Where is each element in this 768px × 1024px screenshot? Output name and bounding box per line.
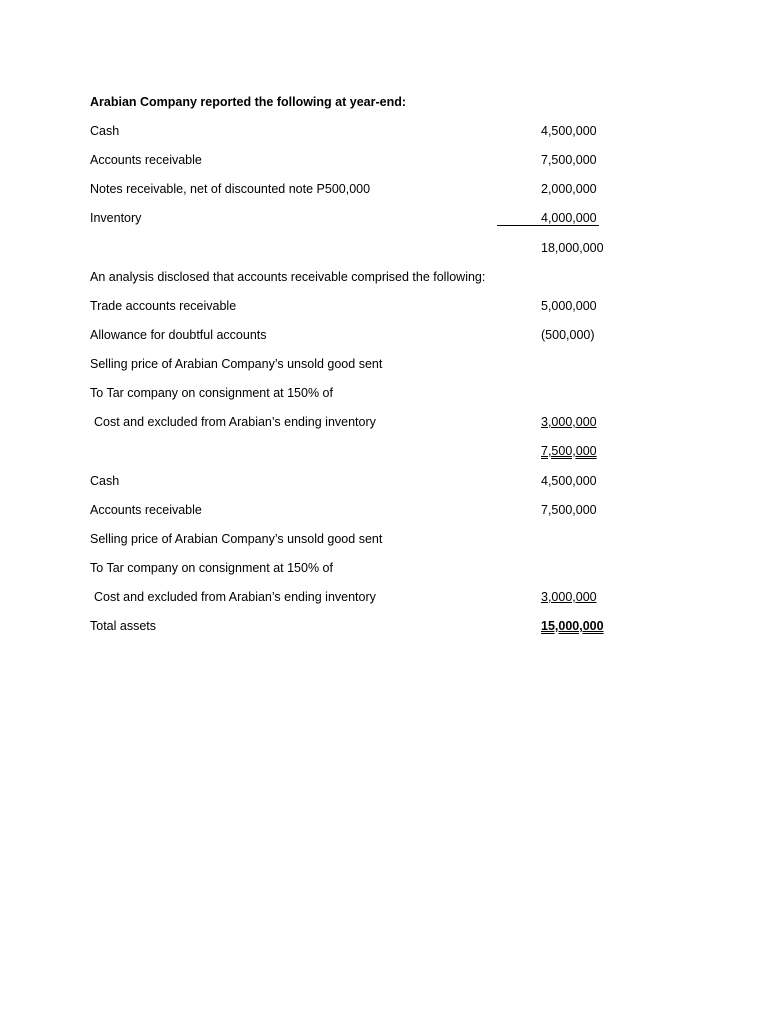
section3-amount-consign: 3,000,000 bbox=[541, 590, 597, 604]
section3-total-label: Total assets bbox=[90, 619, 157, 633]
section2-amount-consign: 3,000,000 bbox=[541, 415, 597, 429]
section2-heading: An analysis disclosed that accounts receivable comprised the following: bbox=[90, 270, 486, 284]
section1-amount-cash: 4,500,000 bbox=[541, 124, 597, 138]
section3-label-consign-1: Selling price of Arabian Company’s unsold good sent bbox=[90, 532, 383, 546]
section1-label-inventory: Inventory bbox=[90, 211, 142, 225]
section3-total: 15,000,000 bbox=[541, 619, 604, 633]
section3-amount-cash: 4,500,000 bbox=[541, 474, 597, 488]
section2-label-consign-2: To Tar company on consignment at 150% of bbox=[90, 386, 333, 400]
section1-amount-notes: 2,000,000 bbox=[541, 182, 597, 196]
section3-label-cash: Cash bbox=[90, 474, 120, 488]
section2-label-consign-1: Selling price of Arabian Company’s unsold good sent bbox=[90, 357, 383, 371]
section1-heading: Arabian Company reported the following at year-end: bbox=[90, 95, 407, 109]
section1-amount-inventory: 4,000,000 bbox=[541, 211, 597, 225]
section2-label-allowance: Allowance for doubtful accounts bbox=[90, 328, 267, 342]
section1-label-notes: Notes receivable, net of discounted note P500,000 bbox=[90, 182, 371, 196]
section3-amount-ar: 7,500,000 bbox=[541, 503, 597, 517]
section2-label-trade: Trade accounts receivable bbox=[90, 299, 237, 313]
section3-label-ar: Accounts receivable bbox=[90, 503, 202, 517]
section2-amount-allowance: (500,000) bbox=[541, 328, 595, 342]
section1-amount-ar: 7,500,000 bbox=[541, 153, 597, 167]
section1-label-ar: Accounts receivable bbox=[90, 153, 202, 167]
section2-amount-trade: 5,000,000 bbox=[541, 299, 597, 313]
section2-total: 7,500,000 bbox=[541, 444, 597, 458]
section2-label-consign-3: Cost and excluded from Arabian’s ending inventory bbox=[94, 415, 376, 429]
section1-subtotal-rule bbox=[497, 225, 599, 226]
section3-label-consign-2: To Tar company on consignment at 150% of bbox=[90, 561, 333, 575]
section3-label-consign-3: Cost and excluded from Arabian’s ending inventory bbox=[94, 590, 376, 604]
section1-label-cash: Cash bbox=[90, 124, 120, 138]
section1-total: 18,000,000 bbox=[541, 241, 604, 255]
